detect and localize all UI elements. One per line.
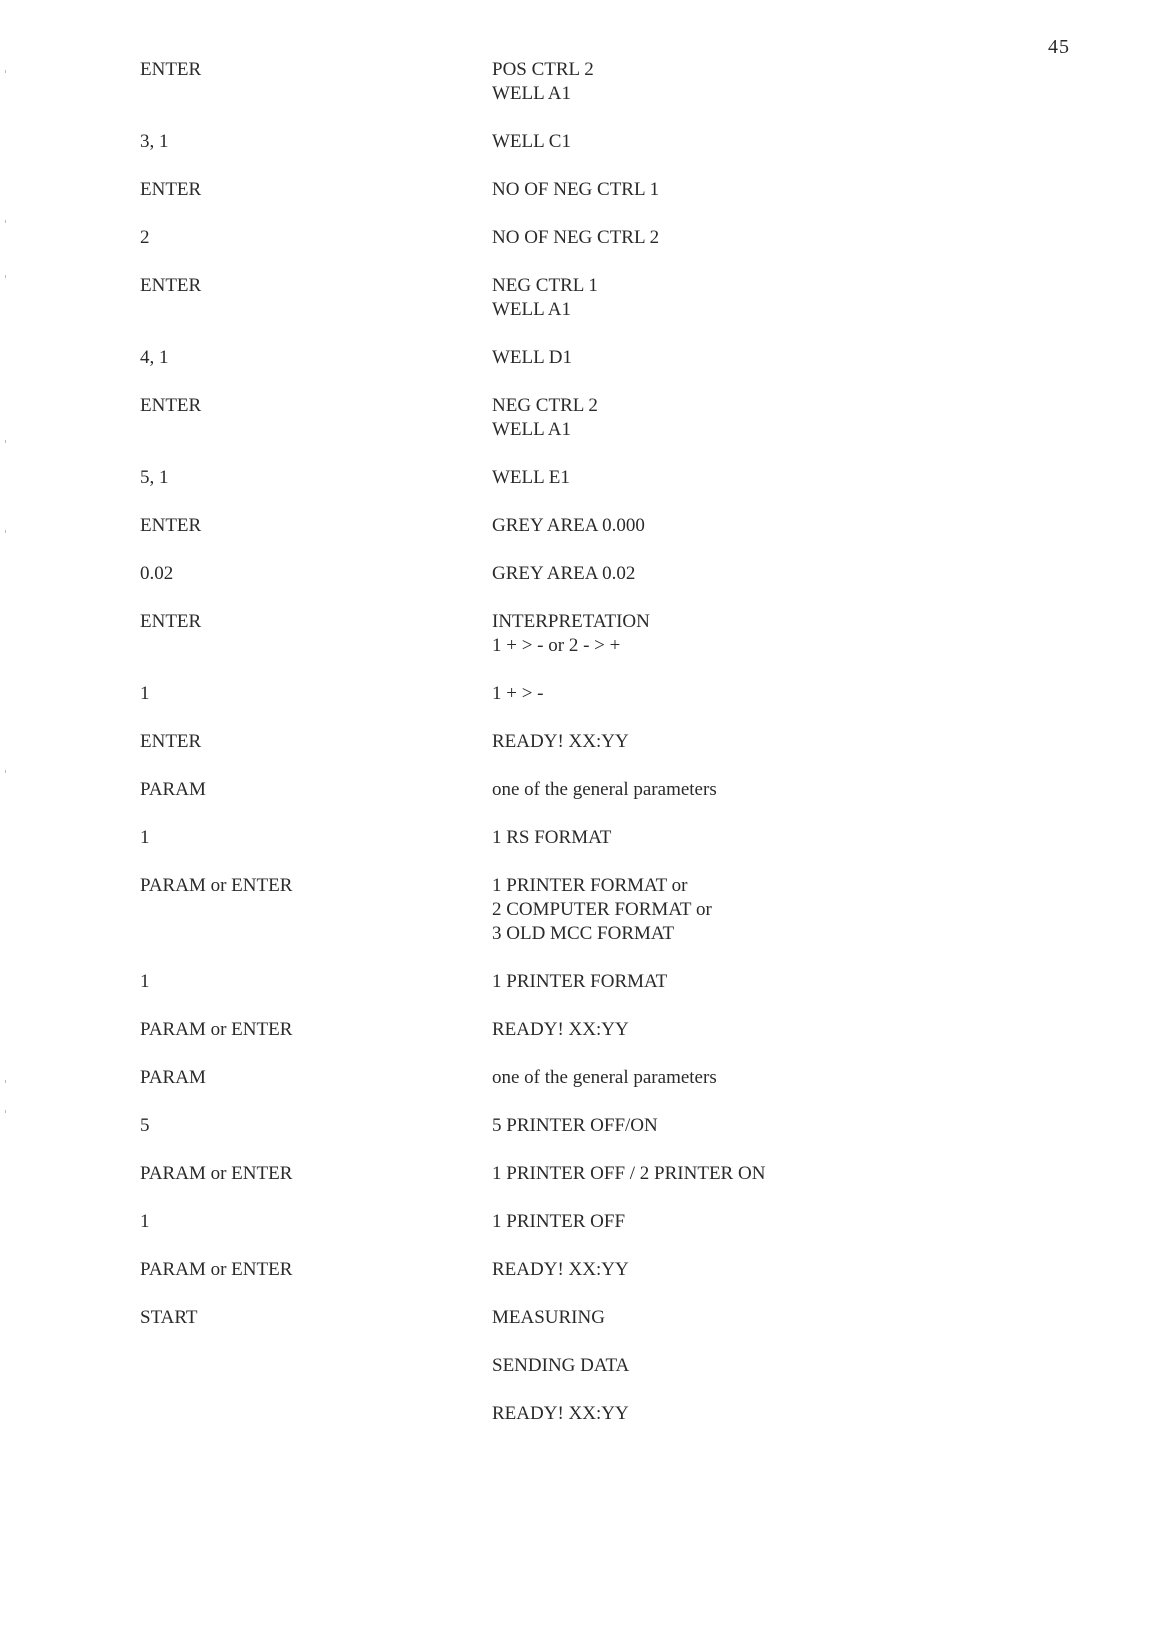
step-row — [140, 1018, 1040, 1042]
step-row — [140, 130, 1040, 154]
display-text: NO OF NEG CTRL 1 — [492, 179, 660, 200]
step-row — [140, 394, 1040, 442]
display-text: WELL D1 — [492, 347, 573, 368]
page-number: 45 — [1048, 36, 1070, 58]
step-row — [140, 274, 1040, 322]
display-text: 5 PRINTER OFF/ON — [492, 1115, 658, 1136]
display-text: 1 PRINTER FORMAT — [492, 971, 668, 992]
key-input: ENTER — [140, 731, 202, 752]
step-row — [140, 466, 1040, 490]
step-row — [140, 1066, 1040, 1090]
display-text: SENDING DATA — [492, 1355, 630, 1376]
display-text: READY! XX:YY — [492, 731, 629, 752]
scan-artifact — [5, 70, 6, 73]
key-input: ENTER — [140, 515, 202, 536]
key-input: ENTER — [140, 59, 202, 80]
display-text: MEASURING — [492, 1307, 605, 1328]
key-input: 1 — [140, 971, 150, 992]
step-row — [140, 874, 1040, 946]
key-input: ENTER — [140, 179, 202, 200]
scan-artifact — [5, 440, 6, 443]
key-input: ENTER — [140, 395, 202, 416]
key-input: 5 — [140, 1115, 150, 1136]
scan-artifact — [5, 770, 6, 773]
display-text: READY! XX:YY — [492, 1403, 629, 1424]
display-text: one of the general parameters — [492, 1067, 717, 1088]
scan-artifact — [5, 1080, 6, 1083]
key-input: START — [140, 1307, 198, 1328]
step-row — [140, 1162, 1040, 1186]
key-input: ENTER — [140, 611, 202, 632]
display-text: WELL C1 — [492, 131, 571, 152]
display-text: GREY AREA 0.02 — [492, 563, 636, 584]
scan-artifact — [5, 275, 6, 278]
key-input: 5, 1 — [140, 467, 169, 488]
key-input: PARAM or ENTER — [140, 1019, 293, 1040]
step-row — [140, 970, 1040, 994]
step-row — [140, 1114, 1040, 1138]
display-text: 1 + > - — [492, 683, 544, 704]
step-row — [140, 1210, 1040, 1234]
key-input: 1 — [140, 827, 150, 848]
key-input: 1 — [140, 683, 150, 704]
key-input: PARAM or ENTER — [140, 1163, 293, 1184]
step-row — [140, 346, 1040, 370]
scan-artifact — [5, 1110, 6, 1113]
key-input: PARAM — [140, 779, 206, 800]
display-text: 1 PRINTER OFF — [492, 1211, 626, 1232]
step-row — [140, 610, 1040, 658]
display-text: 1 PRINTER FORMAT or 2 COMPUTER FORMAT or 3 OLD MCC FORMAT — [492, 875, 712, 944]
display-text: one of the general parameters — [492, 779, 717, 800]
step-row — [140, 226, 1040, 250]
key-input: 0.02 — [140, 563, 174, 584]
step-row — [140, 1306, 1040, 1330]
step-row — [140, 826, 1040, 850]
step-row — [140, 58, 1040, 106]
step-row — [140, 562, 1040, 586]
display-text: GREY AREA 0.000 — [492, 515, 645, 536]
key-input: PARAM or ENTER — [140, 875, 293, 896]
step-row — [140, 1402, 1040, 1426]
step-row — [140, 778, 1040, 802]
display-text: NEG CTRL 2 WELL A1 — [492, 395, 598, 440]
key-input: PARAM — [140, 1067, 206, 1088]
step-row — [140, 1354, 1040, 1378]
scan-artifact — [5, 220, 6, 223]
step-row — [140, 178, 1040, 202]
key-input: ENTER — [140, 275, 202, 296]
display-text: READY! XX:YY — [492, 1019, 629, 1040]
step-row — [140, 730, 1040, 754]
scan-artifact — [5, 530, 6, 533]
display-text: 1 PRINTER OFF / 2 PRINTER ON — [492, 1163, 766, 1184]
key-input: 2 — [140, 227, 150, 248]
display-text: INTERPRETATION 1 + > - or 2 - > + — [492, 611, 650, 656]
display-text: POS CTRL 2 WELL A1 — [492, 59, 594, 104]
step-row — [140, 1258, 1040, 1282]
display-text: NO OF NEG CTRL 2 — [492, 227, 660, 248]
display-text: WELL E1 — [492, 467, 570, 488]
step-row — [140, 514, 1040, 538]
step-row — [140, 682, 1040, 706]
key-input: 4, 1 — [140, 347, 169, 368]
display-text: 1 RS FORMAT — [492, 827, 612, 848]
key-input: 1 — [140, 1211, 150, 1232]
keypad-sequence-table — [140, 58, 1040, 1450]
key-input: 3, 1 — [140, 131, 169, 152]
display-text: READY! XX:YY — [492, 1259, 629, 1280]
key-input: PARAM or ENTER — [140, 1259, 293, 1280]
display-text: NEG CTRL 1 WELL A1 — [492, 275, 598, 320]
